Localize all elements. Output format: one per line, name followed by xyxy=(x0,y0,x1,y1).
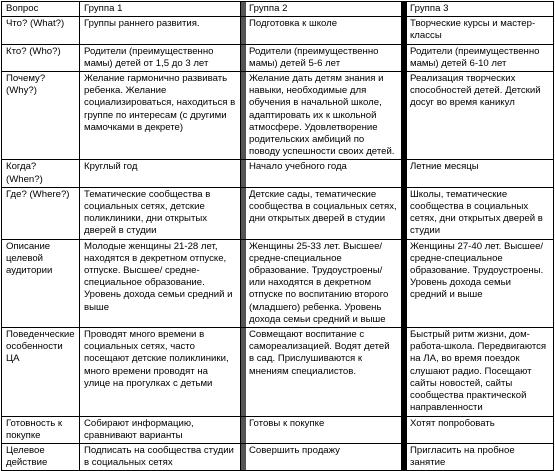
cell-group2: Готовы к покупке xyxy=(241,416,402,443)
cell-group3: Хотят попробовать xyxy=(402,416,554,443)
table-row-where xyxy=(2,187,554,239)
cell-group3: Женщины 27-40 лет. Высшее/ средне-специальное образование. Трудоустроены. Уровень дохода семьи средний и выше xyxy=(402,239,554,327)
table-row-behavior xyxy=(2,328,554,416)
cell-group2: Совершить продажу xyxy=(241,443,402,470)
cell-group2: Родители (преимущественно мамы) детей 5-6 лет xyxy=(241,44,402,71)
table-row-who xyxy=(2,44,554,71)
cell-group3: Пригласить на пробное занятие xyxy=(402,443,554,470)
cell-group3: Родители (преимущественно мамы) детей 6-10 лет xyxy=(402,44,554,71)
segmentation-table xyxy=(1,1,554,471)
row-label: Почему? (Why?) xyxy=(2,72,80,160)
cell-group2: Начало учебного года xyxy=(241,160,402,187)
row-label: Целевое действие xyxy=(2,443,80,470)
cell-group2: Совмещают воспитание с самореализацией. Водят детей в сад. Прислушиваются к мнениям специалистов. xyxy=(241,328,402,416)
row-label: Когда? (When?) xyxy=(2,160,80,187)
cell-group1: Проводят много времени в социальных сетях, часто посещают детские поликлиники, много времени проводят на улице на прогулках с детьми xyxy=(80,328,241,416)
table-row-target-action xyxy=(2,443,554,470)
table-row-what xyxy=(2,17,554,44)
header-group2: Группа 2 xyxy=(241,2,402,17)
row-label: Что? (What?) xyxy=(2,17,80,44)
table-header-row xyxy=(2,2,554,17)
cell-group3: Творческие курсы и мастер-классы xyxy=(402,17,554,44)
table-row-why xyxy=(2,72,554,160)
cell-group1: Молодые женщины 21-28 лет, находятся в декретном отпуске, отпуске. Высшее/ средне-специальное образование. Уровень дохода семьи средний и выше xyxy=(80,239,241,327)
cell-group3: Школы, тематические сообщества в социальных сетях, дни открытых дверей в студии xyxy=(402,187,554,239)
cell-group1: Желание гармонично развивать ребенка. Желание социализироваться, находиться в группе по интересам (с другими мамочками в декрете) xyxy=(80,72,241,160)
cell-group2: Подготовка к школе xyxy=(241,17,402,44)
cell-group1: Собирают информацию, сравнивают варианты xyxy=(80,416,241,443)
cell-group2: Женщины 25-33 лет. Высшее/ средне-специальное образование. Трудоустроены/ или находятся в декретном отпуске по воспитанию второго (младшего) ребенка. Уровень дохода семьи средний и выше xyxy=(241,239,402,327)
row-label: Описание целевой аудитории xyxy=(2,239,80,327)
cell-group2: Детские сады, тематические сообщества в социальных сетях, дни открытых дверей в студии xyxy=(241,187,402,239)
table-row-when xyxy=(2,160,554,187)
row-label: Поведенческие особенности ЦА xyxy=(2,328,80,416)
row-label: Кто? (Who?) xyxy=(2,44,80,71)
header-question: Вопрос xyxy=(2,2,80,17)
row-label: Где? (Where?) xyxy=(2,187,80,239)
table-row-readiness xyxy=(2,416,554,443)
row-label: Готовность к покупке xyxy=(2,416,80,443)
cell-group1: Подписать на сообщества студии в социальных сетях xyxy=(80,443,241,470)
cell-group1: Родители (преимущественно мамы) детей от 1,5 до 3 лет xyxy=(80,44,241,71)
cell-group3: Быстрый ритм жизни, дом-работа-школа. Передвигаются на ЛА, во время поездок слушают радио. Посещают сайты новостей, сайты сообщества практической направленности xyxy=(402,328,554,416)
cell-group1: Группы раннего развития. xyxy=(80,17,241,44)
cell-group3: Летние месяцы xyxy=(402,160,554,187)
cell-group3: Реализация творческих способностей детей. Детский досуг во время каникул xyxy=(402,72,554,160)
header-group1: Группа 1 xyxy=(80,2,241,17)
table-row-audience xyxy=(2,239,554,327)
cell-group1: Круглый год xyxy=(80,160,241,187)
cell-group1: Тематические сообщества в социальных сетях, детские поликлиники, дни открытых дверей в студии xyxy=(80,187,241,239)
cell-group2: Желание дать детям знания и навыки, необходимые для обучения в начальной школе, адаптировать их к школьной атмосфере. Удовлетворение родительских амбиций по поводу успешности своих детей. xyxy=(241,72,402,160)
header-group3: Группа 3 xyxy=(402,2,554,17)
